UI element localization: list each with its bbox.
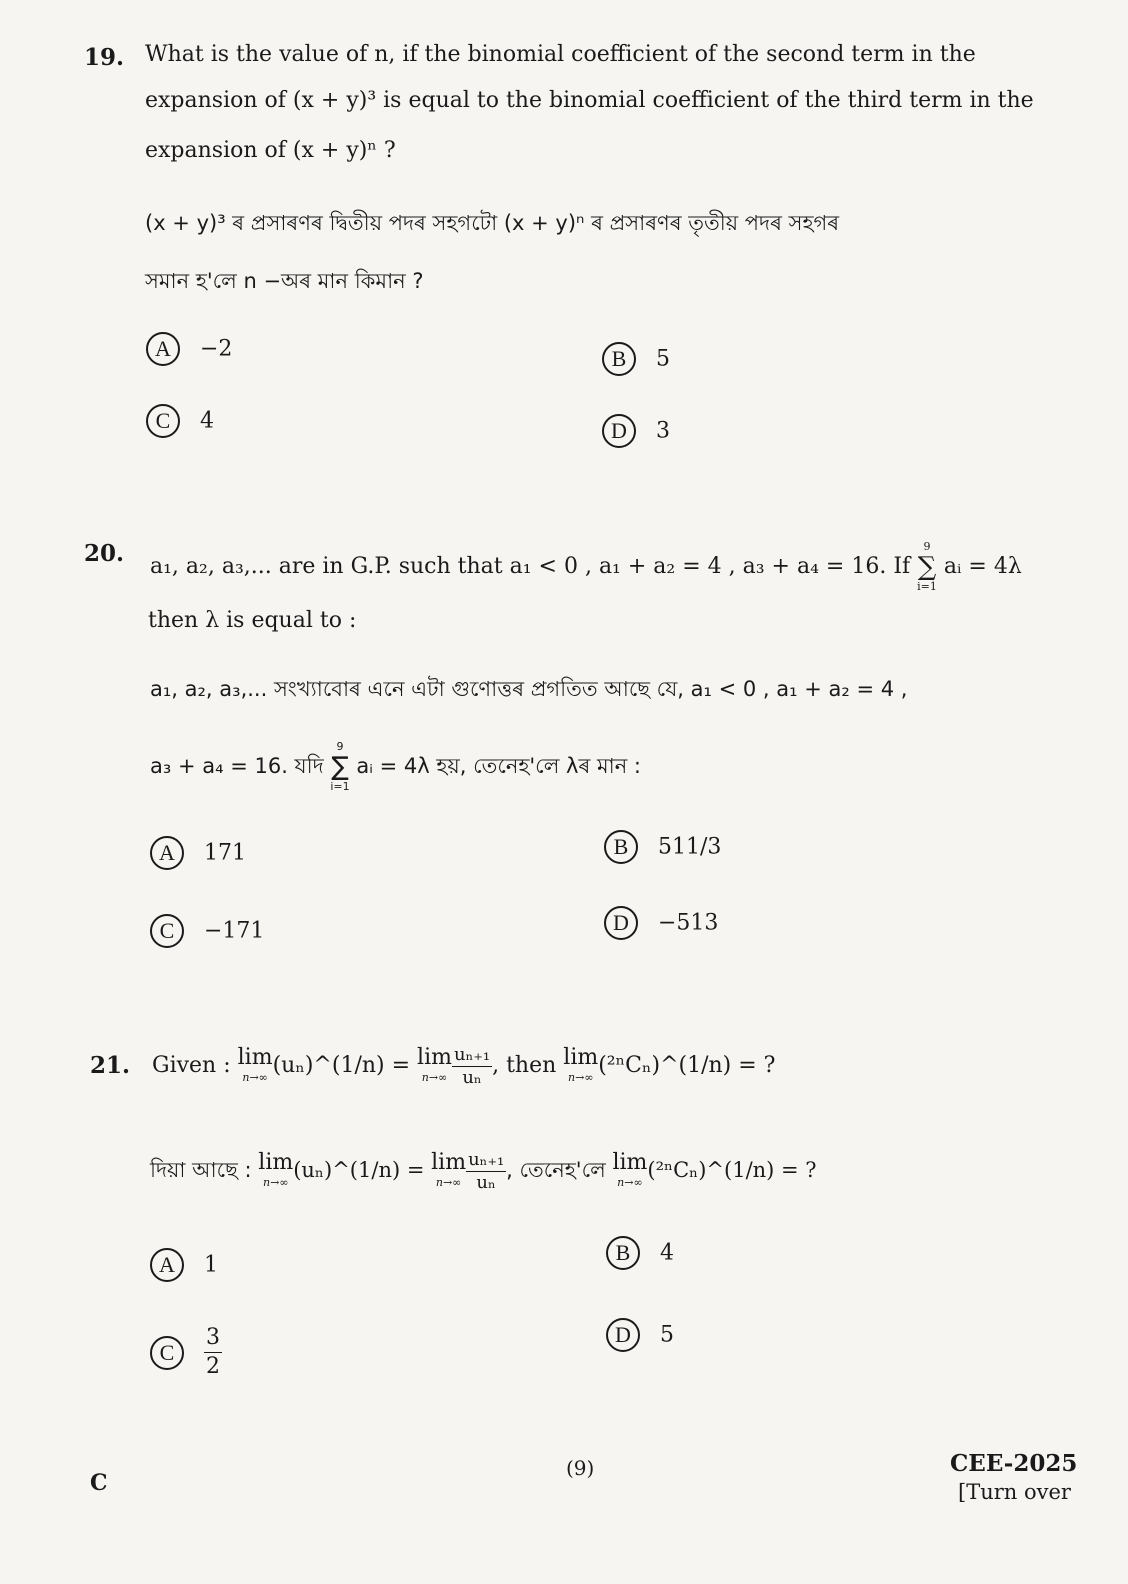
q19-as-line2: সমান হ'লে n −অৰ মান কিমান ? — [145, 269, 424, 293]
q20-option-d[interactable] — [604, 906, 718, 940]
sum-lower: i=1 — [330, 780, 350, 793]
page-number: (9) — [566, 1456, 595, 1480]
option-letter: D — [604, 906, 638, 940]
option-value: 5 — [660, 1322, 674, 1348]
option-fraction: $\frac{3}{2}$ — [206, 1325, 220, 1379]
q20-en-line1-rhs: aᵢ = 4λ — [943, 554, 1022, 579]
sum-lower: i=1 — [917, 580, 937, 593]
q20-as-line2-text: a₃ + a₄ = 16. যদি — [150, 754, 324, 778]
ratio-fraction: $\frac{\text{uₙ₊₁}}{\text{uₙ}}$ — [453, 1043, 491, 1088]
option-letter: C — [150, 914, 184, 948]
option-value: −513 — [658, 910, 719, 936]
q19-option-c[interactable] — [146, 404, 214, 438]
option-letter: A — [150, 836, 184, 870]
q21-then: , then — [492, 1053, 557, 1078]
option-letter: B — [602, 342, 636, 376]
option-value: 3 — [656, 418, 670, 444]
limit-symbol: lim n→∞ — [431, 1150, 467, 1189]
q21-as-c-pow: (²ⁿCₙ)^(1/n) = ? — [647, 1158, 817, 1182]
option-value: 171 — [204, 840, 246, 866]
exam-code: CEE-2025 — [950, 1450, 1078, 1477]
option-value: 1 — [204, 1252, 218, 1278]
option-letter: D — [606, 1318, 640, 1352]
q19-option-a[interactable] — [146, 332, 232, 366]
q21-un-pow: (uₙ)^(1/n) = — [272, 1053, 411, 1078]
q20-en-line1-text: a₁, a₂, a₃,... are in G.P. such that a₁ < 0 , a₁ + a₂ = 4 , a₃ + a₄ = 16. If — [150, 554, 911, 579]
limit-symbol: lim n→∞ — [563, 1045, 599, 1084]
limit-symbol: lim n→∞ — [237, 1045, 273, 1084]
q20-en-line2: then λ is equal to : — [148, 608, 357, 633]
sum-upper: 9 — [923, 540, 931, 553]
q21-option-b[interactable] — [606, 1236, 674, 1270]
q19-option-b[interactable] — [602, 342, 670, 376]
q21-option-a[interactable] — [150, 1248, 218, 1282]
option-value: 4 — [200, 408, 214, 434]
q21-given: Given : — [152, 1053, 231, 1078]
q21-as-line — [150, 1140, 817, 1200]
q21-option-c[interactable] — [150, 1324, 222, 1381]
option-letter: A — [150, 1248, 184, 1282]
option-value: 511/3 — [658, 834, 722, 860]
option-letter: D — [602, 414, 636, 448]
option-letter: C — [150, 1336, 184, 1370]
q21-as-then: , তেনেহ'লে — [506, 1158, 606, 1182]
q20-as-line2-rhs: aᵢ = 4λ হয়, তেনেহ'লে λৰ মান : — [356, 754, 641, 778]
ratio-fraction: $\frac{\text{uₙ₊₁}}{\text{uₙ}}$ — [468, 1148, 505, 1193]
sum-upper: 9 — [336, 740, 344, 753]
limit-symbol: lim n→∞ — [258, 1150, 294, 1189]
option-letter: B — [606, 1236, 640, 1270]
sum-symbol: 9 ∑ i=1 — [917, 540, 937, 593]
q20-as-line2 — [150, 740, 641, 794]
option-value: 4 — [660, 1240, 674, 1266]
option-value: −171 — [204, 918, 265, 944]
footer-set-code: C — [90, 1470, 108, 1496]
turn-over: [Turn over — [958, 1480, 1071, 1504]
q20-en-line1 — [150, 540, 1022, 594]
q19-en-line1: What is the value of n, if the binomial coefficient of the second term in the — [145, 42, 976, 67]
q21-option-d[interactable] — [606, 1318, 674, 1352]
q21-as-given: দিয়া আছে : — [150, 1158, 252, 1182]
q20-as-line1: a₁, a₂, a₃,... সংখ্যাবোৰ এনে এটা গুণোত্তৰ প্ৰগতিত আছে যে, a₁ < 0 , a₁ + a₂ = 4 , — [150, 677, 908, 701]
q19-option-d[interactable] — [602, 414, 670, 448]
q19-number: 19. — [84, 44, 125, 71]
q21-c-pow: (²ⁿCₙ)^(1/n) = ? — [598, 1053, 776, 1078]
q19-as-line1: (x + y)³ ৰ প্ৰসাৰণৰ দ্বিতীয় পদৰ সহগটো (x + y)ⁿ ৰ প্ৰসাৰণৰ তৃতীয় পদৰ সহগৰ — [145, 211, 840, 235]
q20-option-b[interactable] — [604, 830, 721, 864]
q19-en-line3: expansion of (x + y)ⁿ ? — [145, 138, 396, 163]
option-letter: C — [146, 404, 180, 438]
q20-option-c[interactable] — [150, 914, 264, 948]
option-value: 5 — [656, 346, 670, 372]
q20-number: 20. — [84, 540, 125, 567]
option-letter: A — [146, 332, 180, 366]
option-letter: B — [604, 830, 638, 864]
limit-symbol: lim n→∞ — [417, 1045, 452, 1084]
q21-en-line — [152, 1036, 775, 1096]
sum-symbol: 9 ∑ i=1 — [330, 740, 350, 793]
q20-option-a[interactable] — [150, 836, 246, 870]
option-value: −2 — [200, 336, 233, 362]
q19-en-line2: expansion of (x + y)³ is equal to the binomial coefficient of the third term in the — [145, 88, 1034, 113]
q21-number: 21. — [90, 1052, 131, 1079]
limit-symbol: lim n→∞ — [612, 1150, 648, 1189]
q21-as-un-pow: (uₙ)^(1/n) = — [293, 1158, 425, 1182]
